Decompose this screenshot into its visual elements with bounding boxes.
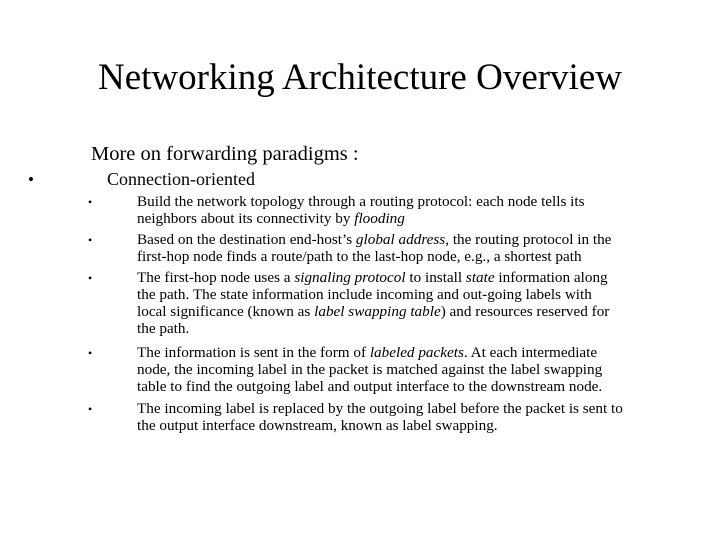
text-run: information along (494, 269, 608, 286)
text-line (137, 193, 717, 210)
text-line (137, 361, 717, 378)
text-line (137, 417, 717, 434)
text-run: node, the incoming label in the packet is matched against the label swapping (137, 361, 603, 378)
bullet-icon: • (28, 170, 34, 189)
emphasized-term: label swapping table (314, 303, 441, 320)
section-heading: Connection-oriented (107, 169, 255, 189)
text-run: the path. (137, 320, 190, 337)
bullet-icon: • (88, 195, 93, 209)
intro-text: More on forwarding paradigms : (91, 143, 359, 165)
emphasized-term: labeled packets (369, 344, 464, 361)
text-run: The incoming label is replaced by the outgoing label before the packet is sent to (137, 400, 623, 417)
text-run: the output interface downstream, known as label swapping. (137, 417, 498, 434)
text-run: the path. The state information include incoming and out-going labels with (137, 286, 592, 303)
text-line (137, 210, 717, 227)
text-run: local significance (known as (137, 303, 315, 320)
text-line (137, 269, 717, 286)
list-item (137, 269, 717, 337)
text-run: table to find the outgoing label and output interface to the downstream node. (137, 378, 603, 395)
text-run: . At each intermediate (463, 344, 598, 361)
text-line (137, 344, 717, 361)
emphasized-term: flooding (354, 210, 405, 227)
emphasized-term: signaling protocol (294, 269, 406, 286)
text-run: first-hop node finds a route/path to the last-hop node, e.g., a shortest path (137, 248, 582, 265)
emphasized-term: global address (355, 231, 446, 248)
bullet-icon: • (88, 346, 93, 360)
text-line (137, 303, 717, 320)
text-line (137, 320, 717, 337)
text-run: The information is sent in the form of (137, 344, 370, 361)
list-item (137, 344, 717, 395)
slide-title: Networking Architecture Overview (98, 57, 622, 98)
text-run: ) and resources reserved for (440, 303, 610, 320)
list-item (137, 400, 717, 434)
bullet-icon: • (88, 402, 93, 416)
text-line (137, 248, 717, 265)
text-line (137, 400, 717, 417)
text-line (137, 231, 717, 248)
text-run: Build the network topology through a routing protocol: each node tells its (137, 193, 585, 210)
list-item (137, 193, 717, 227)
list-item (137, 231, 717, 265)
text-line (137, 378, 717, 395)
text-run: to install (405, 269, 466, 286)
bullet-icon: • (88, 233, 93, 247)
bullet-icon: • (88, 271, 93, 285)
emphasized-term: state (465, 269, 495, 286)
text-run: neighbors about its connectivity by (137, 210, 355, 227)
text-run: Based on the destination end-host’s (137, 231, 356, 248)
text-run: The first-hop node uses a (137, 269, 295, 286)
text-line (137, 286, 717, 303)
text-run: , the routing protocol in the (445, 231, 612, 248)
